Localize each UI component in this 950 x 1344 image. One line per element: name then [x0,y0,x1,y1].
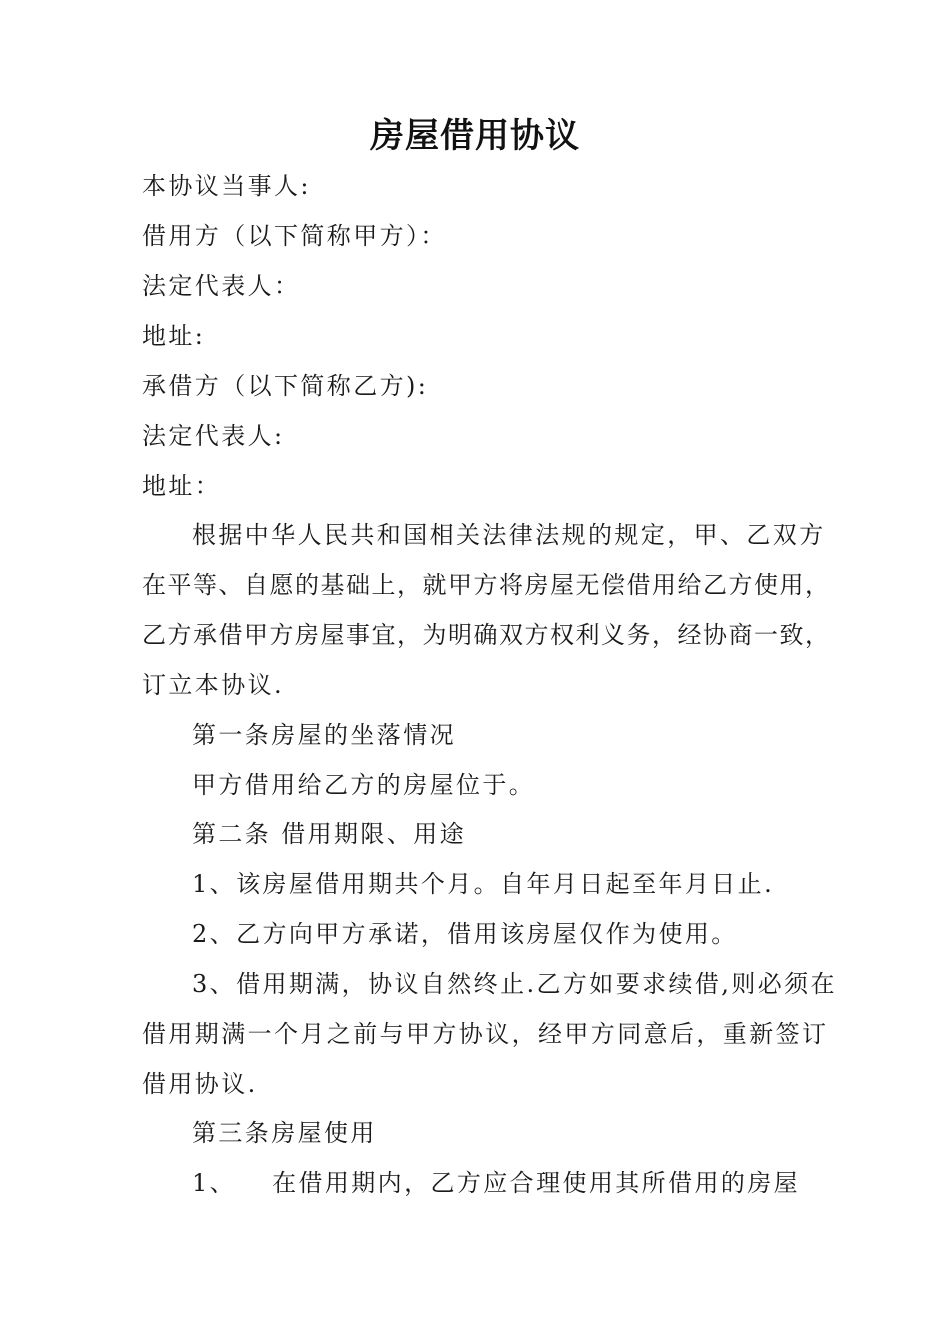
article-2-item-3-line-3: 借用协议. [142,1070,258,1098]
parties-intro: 本协议当事人: [142,172,311,200]
borrower-address-line: 地址: [142,322,206,350]
lender-address-line: 地址： [142,472,222,500]
article-1-heading: 第一条房屋的坐落情况 [192,721,456,749]
preamble-line-4: 订立本协议. [142,671,285,699]
article-2-item-2: 2、乙方向甲方承诺，借用该房屋仅作为使用。 [192,920,738,948]
article-2-item-1: 1、该房屋借用期共个月。自年月日起至年月日止. [192,870,775,898]
article-3-item-1-text: 在借用期内，乙方应合理使用其所借用的房屋 [272,1169,801,1197]
lender-line: 承借方（以下简称乙方): [142,372,429,400]
document-title: 房屋借用协议 [370,116,580,156]
lender-rep-line: 法定代表人: [142,422,285,450]
article-3-item-1-number: 1、 [192,1169,237,1197]
article-1-text: 甲方借用给乙方的房屋位于。 [192,771,536,799]
article-2-heading: 第二条 借用期限、用途 [192,820,467,848]
article-3-item-1 [192,1166,800,1200]
article-2-item-3-line-2: 借用期满一个月之前与甲方协议，经甲方同意后，重新签订 [142,1020,829,1048]
article-2-item-3-line-1: 3、借用期满，协议自然终止.乙方如要求续借,则必须在 [192,970,837,998]
article-3-heading: 第三条房屋使用 [192,1119,377,1147]
preamble-line-3: 乙方承借甲方房屋事宜，为明确双方权利义务，经协商一致， [142,621,831,649]
borrower-line: 借用方（以下简称甲方）： [142,222,447,250]
borrower-rep-line: 法定代表人： [142,272,301,300]
preamble-line-2: 在平等、自愿的基础上，就甲方将房屋无偿借用给乙方使用， [142,571,831,599]
preamble-line-1: 根据中华人民共和国相关法律法规的规定，甲、乙双方 [192,521,826,549]
